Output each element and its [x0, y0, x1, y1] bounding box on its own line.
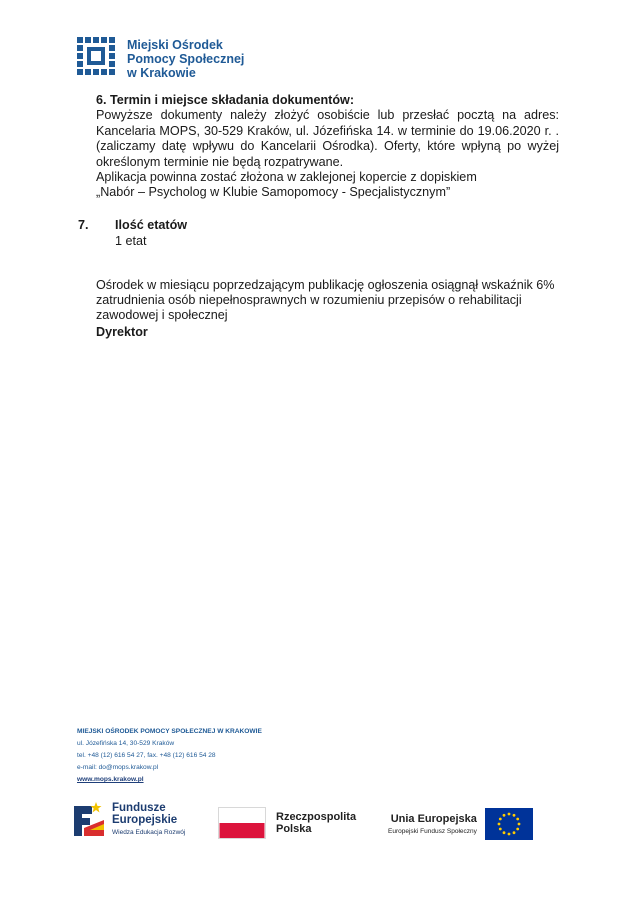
section-7-value: 1 etat	[115, 234, 147, 248]
footer-website-link[interactable]: www.mops.krakow.pl	[77, 776, 144, 783]
footer-logos	[72, 800, 552, 848]
section-6-title: 6. Termin i miejsce składania dokumentów:	[96, 93, 355, 107]
section-6	[96, 93, 559, 201]
section-6-paragraph-3: „Nabór – Psycholog w Klubie Samopomocy - Specjalistycznym”	[96, 185, 451, 200]
mops-logo-icon	[77, 37, 115, 75]
fe-title-line-1: Fundusze	[112, 802, 166, 814]
ue-title: Unia Europejska	[390, 813, 477, 825]
footer-contact	[77, 726, 262, 786]
mops-logo	[77, 37, 244, 80]
rp-line-1: Rzeczpospolita	[276, 811, 357, 823]
signature: Dyrektor	[96, 325, 148, 339]
footer-address: ul. Józefińska 14, 30-529 Kraków	[77, 740, 175, 747]
section-6-paragraph-1: Powyższe dokumenty należy złożyć osobiście lub przesłać pocztą na adres: Kancelaria MOPS, 30-529 Kraków, ul. Józefińska 14. w terminie do 19.06.2020 r. .(zaliczamy datę wpływu do Kancelarii Ośrodka). Oferty, które wpłyną po wyżej określonym terminie nie będą rozpatrywane.	[96, 108, 559, 169]
unia-europejska-logo	[388, 808, 533, 840]
eu-flag-icon	[485, 808, 533, 840]
section-7-number: 7.	[78, 218, 89, 232]
section-6-paragraph-2: Aplikacja powinna zostać złożona w zaklejonej kopercie z dopiskiem	[96, 170, 477, 185]
logo-line-2: Pomocy Społecznej	[127, 52, 245, 66]
logo-line-1: Miejski Ośrodek	[127, 38, 223, 52]
rp-line-2: Polska	[276, 823, 312, 835]
footer-phone: tel. +48 (12) 616 54 27, fax. +48 (12) 616 54 28	[77, 752, 216, 759]
fundusze-europejskie-icon	[72, 800, 106, 838]
ue-subtitle: Europejski Fundusz Społeczny	[388, 828, 477, 835]
section-7-title: Ilość etatów	[115, 218, 188, 232]
employment-note: Ośrodek w miesiącu poprzedzającym publikację ogłoszenia osiągnął wskaźnik 6% zatrudnienia osób niepełnosprawnych w rozumieniu przepisów o rehabilitacji zawodowej i społecznej	[96, 277, 555, 323]
logo-line-3: w Krakowie	[127, 66, 196, 80]
fundusze-europejskie-logo	[72, 800, 185, 838]
fe-subtitle: Wiedza Edukacja Rozwój	[112, 829, 186, 836]
footer-org-name: MIEJSKI OŚRODEK POMOCY SPOŁECZNEJ W KRAKOWIE	[77, 728, 262, 735]
fe-title-line-2: Europejskie	[112, 814, 178, 826]
footer-email: e-mail: do@mops.krakow.pl	[77, 764, 159, 771]
mops-logo-text	[127, 38, 244, 80]
polish-flag-icon	[218, 807, 266, 839]
rzeczpospolita-polska-logo	[218, 807, 356, 839]
